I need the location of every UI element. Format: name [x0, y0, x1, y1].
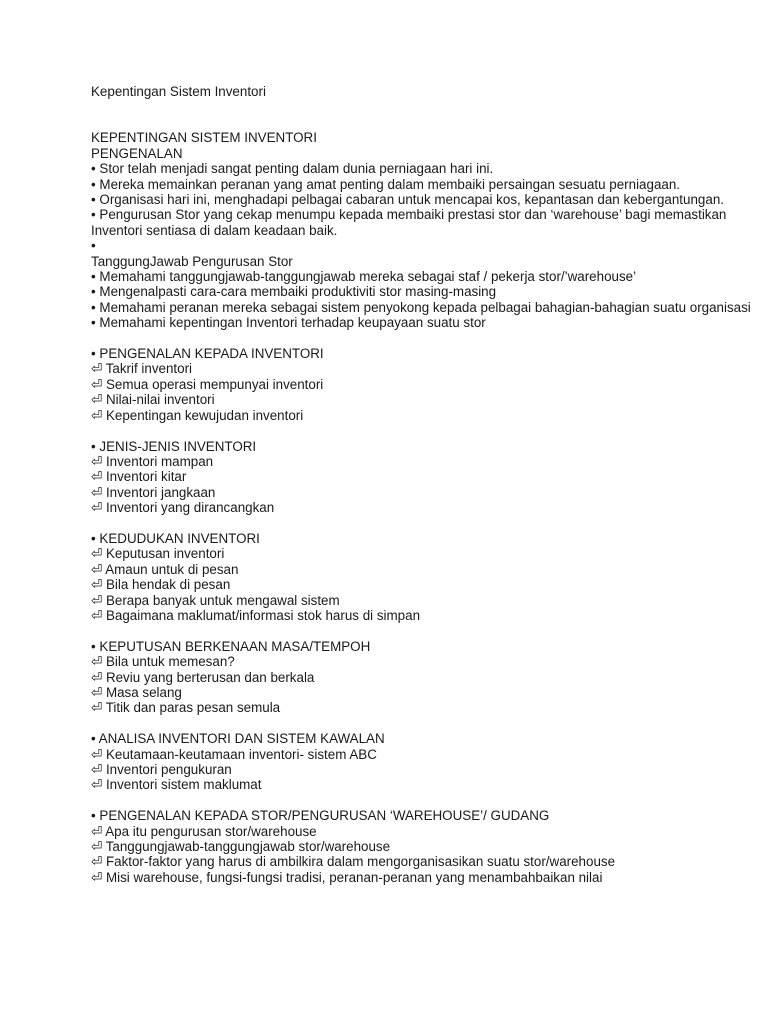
section-jenis-inventori: [91, 439, 761, 516]
section-item: ⏎ Keutamaan-keutamaan inventori- sistem ABC: [91, 746, 377, 762]
section-item: ⏎ Nilai-nilai inventori: [91, 392, 215, 408]
section-item: ⏎ Misi warehouse, fungsi-fungsi tradisi, peranan-peranan yang menambahbaikan nilai: [91, 869, 603, 885]
section-heading: • JENIS-JENIS INVENTORI: [91, 438, 257, 454]
section-item: ⏎ Masa selang: [91, 684, 182, 700]
intro-block: [91, 130, 761, 330]
document-page: [91, 84, 761, 885]
responsibility-heading: TanggungJawab Pengurusan Stor: [91, 253, 293, 269]
responsibility-bullet: • Memahami tanggungjawab-tanggungjawab mereka sebagai staf / pekerja stor/’warehouse’: [91, 269, 637, 285]
section-item: ⏎ Semua operasi mempunyai inventori: [91, 376, 324, 392]
intro-bullet-empty: •: [91, 238, 96, 254]
section-item: ⏎ Inventori sistem maklumat: [91, 777, 262, 793]
intro-bullet: • Organisasi hari ini, menghadapi pelbagai cabaran untuk mencapai kos, kepantasan dan kebergantungan.: [91, 192, 724, 208]
section-heading: • PENGENALAN KEPADA INVENTORI: [91, 346, 324, 362]
section-item: ⏎ Faktor-faktor yang harus di ambilkira dalam mengorganisasikan suatu stor/warehouse: [91, 854, 616, 870]
intro-bullet: • Mereka memainkan peranan yang amat penting dalam membaiki persaingan sesuatu perniagaan.: [91, 176, 681, 192]
section-item: ⏎ Tanggungjawab-tanggungjawab stor/warehouse: [91, 839, 391, 854]
section-heading: • KEPUTUSAN BERKENAAN MASA/TEMPOH: [91, 638, 371, 654]
section-item: ⏎ Bagaimana maklumat/informasi stok harus di simpan: [91, 607, 421, 623]
section-item: ⏎ Apa itu pengurusan stor/warehouse: [91, 823, 317, 839]
section-item: ⏎ Bila hendak di pesan: [91, 577, 231, 593]
responsibility-bullet: • Memahami peranan mereka sebagai sistem penyokong kepada pelbagai bahagian-bahagian suatu organisasi: [91, 299, 751, 315]
section-item: ⏎ Inventori mampan: [91, 453, 214, 469]
responsibility-bullet: • Mengenalpasti cara-cara membaiki produktiviti stor masing-masing: [91, 284, 497, 300]
section-item: ⏎ Titik dan paras pesan semula: [91, 700, 281, 716]
section-item: ⏎ Keputusan inventori: [91, 546, 225, 562]
section-pengenalan-stor: [91, 808, 761, 885]
section-item: ⏎ Inventori jangkaan: [91, 484, 216, 500]
section-keputusan-masa: [91, 639, 761, 716]
section-kedudukan-inventori: [91, 531, 761, 623]
section-pengenalan-inventori: [91, 346, 761, 423]
section-analisa-inventori: [91, 731, 761, 793]
section-heading: • KEDUDUKAN INVENTORI: [91, 530, 260, 546]
section-heading: • PENGENALAN KEPADA STOR/PENGURUSAN ‘WAREHOUSE’/ GUDANG: [91, 808, 550, 824]
intro-heading: KEPENTINGAN SISTEM INVENTORI: [91, 130, 317, 146]
intro-bullet: • Stor telah menjadi sangat penting dalam dunia perniagaan hari ini.: [91, 161, 494, 177]
section-item: ⏎ Inventori pengukuran: [91, 761, 232, 777]
section-item: ⏎ Takrif inventori: [91, 361, 193, 377]
intro-subheading: PENGENALAN: [91, 145, 183, 161]
intro-bullet: • Pengurusan Stor yang cekap menumpu kepada membaiki prestasi stor dan ‘warehouse’ bagi memastikan Inventori sentiasa di dalam keadaan baik.: [91, 207, 727, 238]
document-title: Kepentingan Sistem Inventori: [91, 84, 266, 99]
section-item: ⏎ Bila untuk memesan?: [91, 654, 235, 670]
section-heading: • ANALISA INVENTORI DAN SISTEM KAWALAN: [91, 731, 385, 747]
section-item: ⏎ Inventori yang dirancangkan: [91, 500, 275, 516]
section-item: ⏎ Inventori kitar: [91, 469, 187, 485]
section-item: ⏎ Reviu yang berterusan dan berkala: [91, 669, 315, 685]
section-item: ⏎ Kepentingan kewujudan inventori: [91, 407, 304, 423]
section-item: ⏎ Amaun untuk di pesan: [91, 561, 239, 577]
responsibility-bullet: • Memahami kepentingan Inventori terhadap keupayaan suatu stor: [91, 315, 486, 331]
section-item: ⏎ Berapa banyak untuk mengawal sistem: [91, 592, 340, 608]
